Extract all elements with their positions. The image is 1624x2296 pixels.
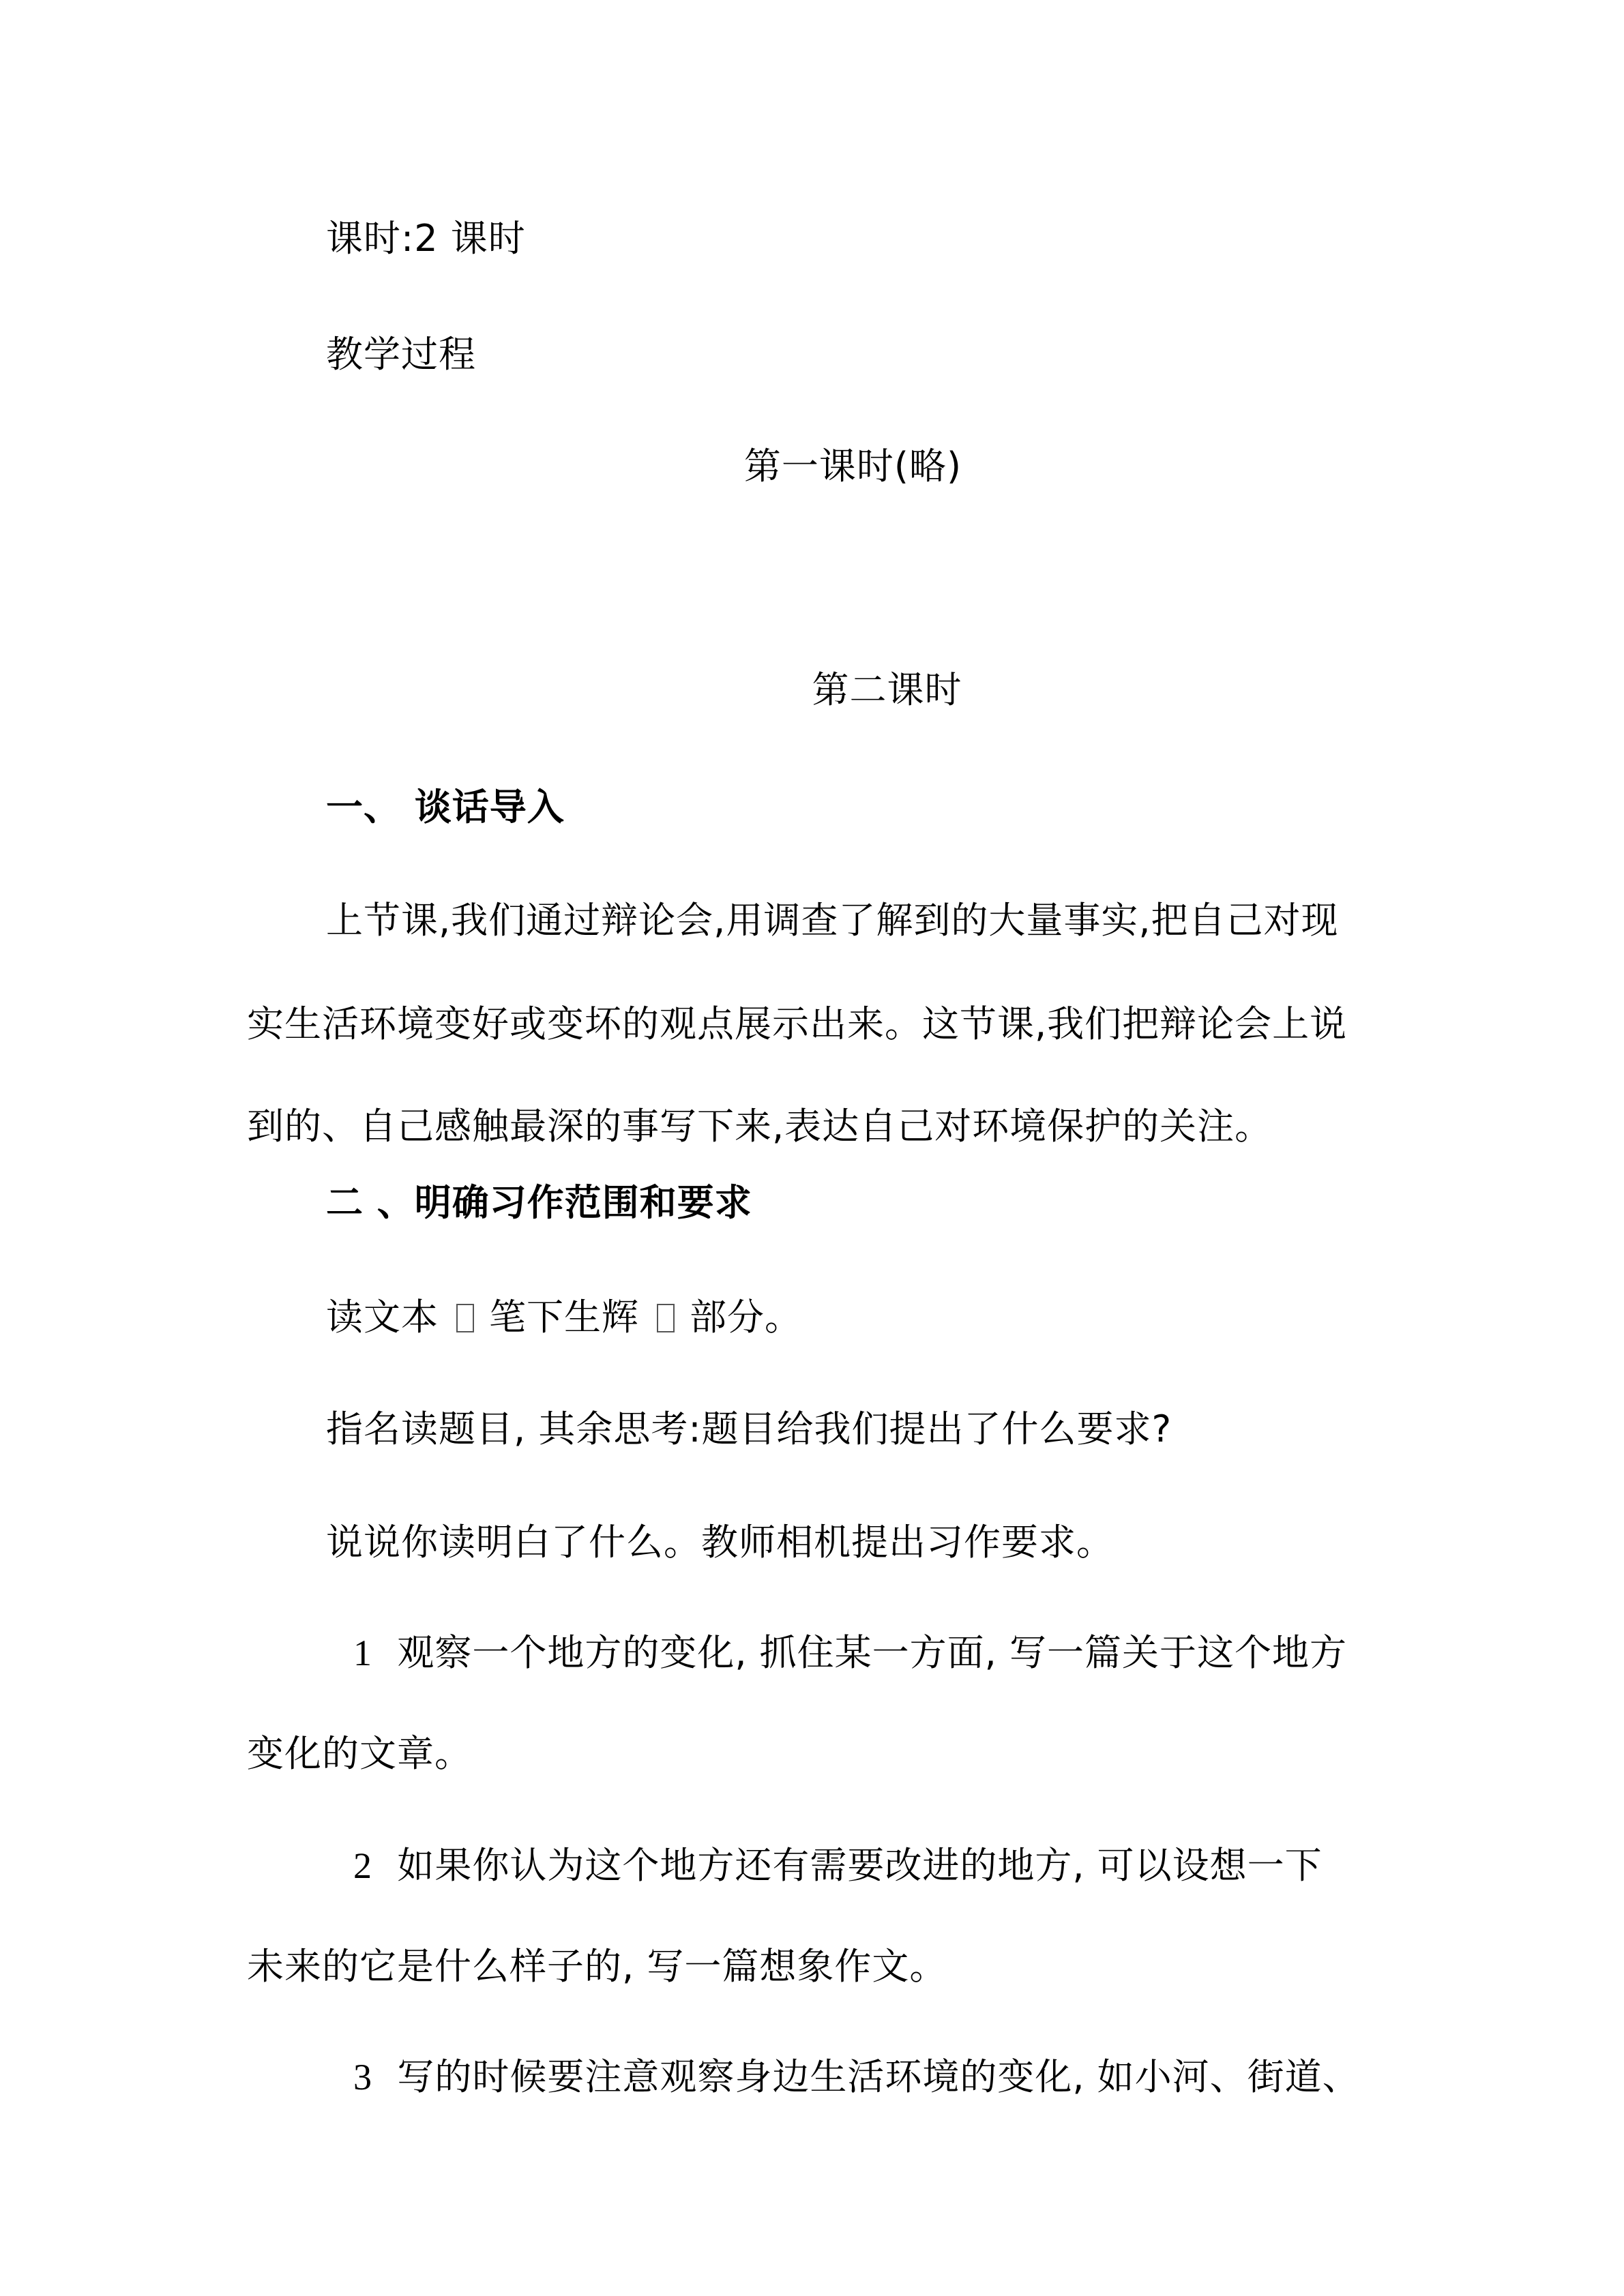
heading-first-lesson: 第一课时(略) (743, 445, 962, 488)
text-segment: 笔下生辉 (489, 1296, 639, 1339)
section-teaching-process: 教学过程 (326, 333, 476, 376)
item-text: 如果你认为这个地方还有需要改进的地方, 可以设想一下 (397, 1844, 1323, 1887)
paragraph-line: 说说你读明白了什么。教师相机提出习作要求。 (326, 1521, 1114, 1564)
paragraph-line (326, 1296, 802, 1339)
item-text: 观察一个地方的变化, 抓住某一方面, 写一篇关于这个地方 (397, 1631, 1348, 1674)
paragraph-line: 到的、自己感触最深的事写下来,表达自己对环境保护的关注。 (247, 1105, 1273, 1148)
text-segment: 部分。 (690, 1296, 802, 1339)
paragraph-line: 指名读题目, 其余思考:题目给我们提出了什么要求? (326, 1407, 1172, 1450)
lesson-hours: 课时:2 课时 (326, 217, 526, 260)
text-segment: 读文本 (326, 1296, 439, 1339)
heading-introduction: 一、 谈话导入 (326, 786, 565, 829)
paragraph-line: 变化的文章。 (247, 1732, 472, 1775)
item-number: 3 (353, 2057, 372, 2098)
paragraph-line: 未来的它是什么样子的, 写一篇想象作文。 (247, 1945, 947, 1988)
requirement-item-3 (353, 2055, 1360, 2099)
requirement-item-1 (353, 1631, 1347, 1675)
heading-second-lesson: 第二课时 (812, 668, 962, 711)
paragraph-line: 上节课,我们通过辩论会,用调查了解到的大量事实,把自己对现 (326, 899, 1339, 942)
missing-glyph-box (456, 1304, 474, 1332)
missing-glyph-box (657, 1304, 675, 1332)
item-text: 写的时候要注意观察身边生活环境的变化, 如小河、街道、 (397, 2055, 1360, 2098)
item-number: 1 (353, 1632, 372, 1673)
requirement-item-2 (353, 1844, 1323, 1888)
heading-requirements: 二 、明确习作范围和要求 (326, 1181, 752, 1224)
item-number: 2 (353, 1845, 372, 1886)
paragraph-line: 实生活环境变好或变坏的观点展示出来。这节课,我们把辩论会上说 (247, 1002, 1348, 1045)
